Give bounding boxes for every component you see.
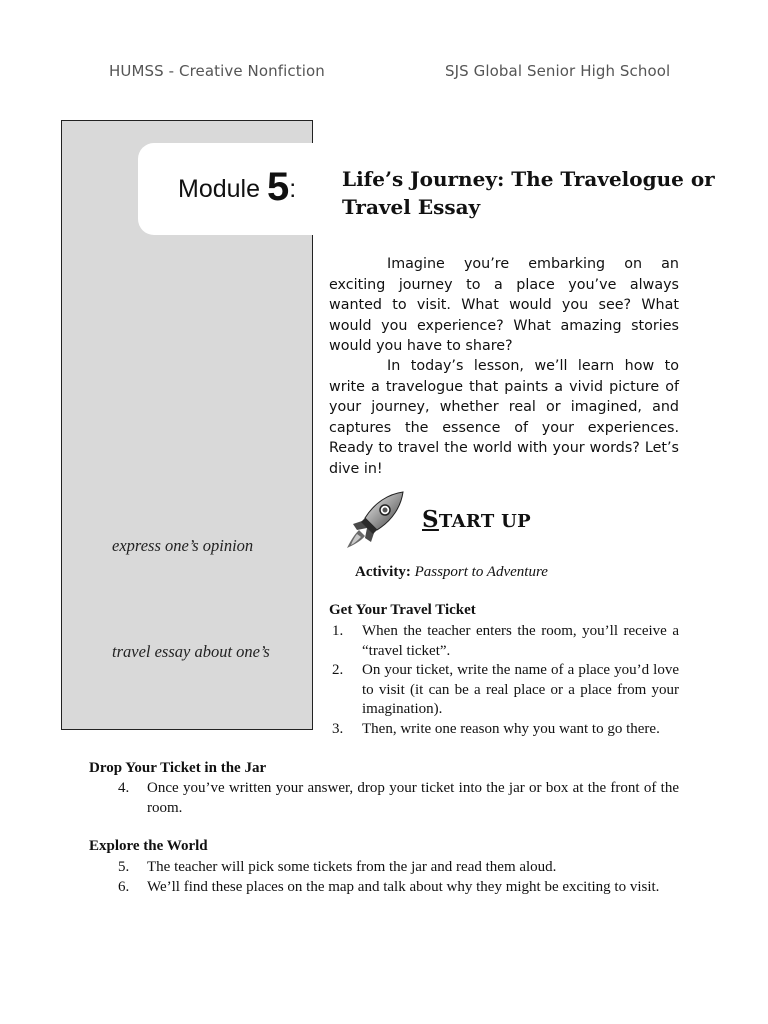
startup-rest: TART UP	[438, 511, 531, 532]
module-label	[178, 165, 296, 210]
intro-text-2: In today’s lesson, we’ll learn how to write a travelogue that paints a vivid picture of your journey, whether real or imagined, and captures the essence of your experiences. Ready to travel the world with your words? Let’s dive in!	[329, 358, 679, 477]
jar-steps-list	[89, 779, 679, 818]
activity-line	[355, 564, 548, 581]
module-colon: :	[289, 175, 297, 203]
list-item-number: 3.	[332, 720, 344, 737]
activity-name: Passport to Adventure	[414, 564, 548, 580]
list-item-text: When the teacher enters the room, you’ll receive a “travel ticket”.	[362, 623, 679, 659]
section-heading-jar: Drop Your Ticket in the Jar	[89, 760, 267, 776]
list-item	[329, 622, 679, 661]
intro-paragraph-1	[329, 254, 679, 357]
list-item-text: On your ticket, write the name of a place you’d love to visit (it can be a real place or a place from your imagination).	[362, 662, 679, 717]
rocket-icon	[345, 490, 405, 550]
sidebar-objective-2: travel essay about one’s	[112, 642, 270, 661]
sidebar-objective-1: express one’s opinion	[112, 536, 254, 555]
startup-first-letter: S	[422, 506, 439, 533]
list-item	[329, 661, 679, 720]
page-title: Life’s Journey: The Travelogue or Travel Essay	[342, 167, 715, 219]
list-item-text: The teacher will pick some tickets from the jar and read them aloud.	[147, 859, 557, 875]
list-item-number: 6.	[118, 878, 130, 895]
list-item-number: 4.	[118, 780, 130, 796]
list-item	[89, 858, 679, 878]
activity-label: Activity:	[355, 564, 411, 580]
list-item	[89, 779, 679, 818]
intro-text-1: Imagine you’re embarking on an exciting journey to a place you’ve always wanted to visit. What would you see? What would you experience? What amazing stories would you have to share?	[329, 256, 679, 354]
module-number: 5	[266, 165, 290, 209]
header-subject: HUMSS - Creative Nonfiction	[109, 62, 325, 80]
section-heading-ticket: Get Your Travel Ticket	[329, 602, 476, 618]
list-item-number: 5.	[118, 859, 130, 875]
ticket-steps-list	[329, 622, 679, 739]
module-word: Module	[178, 175, 260, 203]
section-heading-explore: Explore the World	[89, 838, 208, 854]
list-item-text: Once you’ve written your answer, drop your ticket into the jar or box at the front of the room.	[147, 780, 679, 816]
list-item-number: 1.	[332, 623, 344, 639]
list-item-number: 2.	[332, 662, 344, 678]
explore-steps-list	[89, 858, 679, 897]
list-item	[89, 878, 679, 898]
header-school: SJS Global Senior High School	[445, 62, 671, 80]
intro-paragraph-2	[329, 356, 679, 479]
startup-heading	[422, 506, 531, 533]
list-item-text: We’ll find these places on the map and talk about why they might be exciting to visit.	[147, 878, 660, 895]
list-item-text: Then, write one reason why you want to go there.	[362, 720, 660, 737]
list-item	[329, 720, 679, 740]
